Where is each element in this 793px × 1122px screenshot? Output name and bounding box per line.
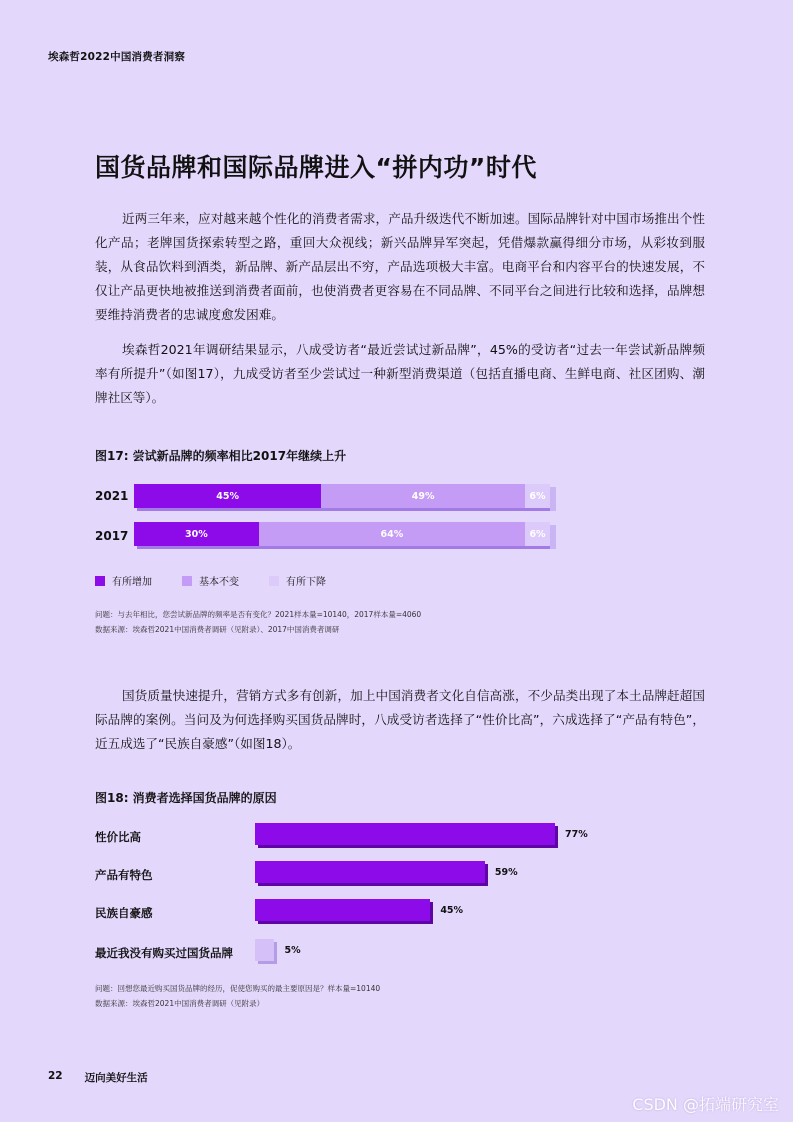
bar-data-label: 30%	[185, 528, 208, 540]
bar-product-feature	[255, 861, 485, 883]
legend-swatch	[182, 576, 192, 586]
chart-legend	[95, 573, 356, 588]
bar-data-label: 59%	[494, 867, 518, 878]
report-header: 埃森哲2022中国消费者洞察	[48, 51, 186, 63]
legend-item-same	[182, 573, 239, 588]
paragraph-3: 国货质量快速提升，营销方式多有创新，加上中国消费者文化自信高涨，不少品类出现了本土品牌赶超国际品牌的案例。当问及为何选择购买国货品牌时，八成受访者选择了“性价比高”，六成选择了“产品有特色”，近五成选了“民族自豪感”（如图18）。	[95, 688, 705, 751]
footer-section-title: 迈向美好生活	[84, 1072, 148, 1084]
bar-data-label: 45%	[216, 490, 239, 502]
legend-label: 有所下降	[286, 577, 326, 588]
figure-17-title: 图17: 尝试新品牌的频率相比2017年继续上升	[95, 449, 347, 463]
bar-segment-decrease-2021	[525, 484, 550, 508]
bar-data-label: 6%	[529, 490, 546, 502]
bar-category-label: 民族自豪感	[95, 906, 153, 920]
figure-18-question-note: 问题：回想您最近购买国货品牌的经历，促使您购买的最主要原因是？样本量=10140	[95, 984, 381, 993]
bar-national-pride	[255, 899, 430, 921]
bar-category-label: 性价比高	[95, 830, 141, 844]
figure-18-title: 图18: 消费者选择国货品牌的原因	[95, 791, 277, 805]
bar-category-label: 产品有特色	[95, 868, 153, 882]
watermark: CSDN @拓端研究室	[632, 1095, 779, 1114]
bar-category-label: 2021	[95, 489, 129, 503]
bar-segment-increase-2017	[134, 522, 259, 546]
page-title: 国货品牌和国际品牌进入“拼内功”时代	[95, 153, 537, 182]
page-footer	[48, 1070, 148, 1085]
legend-label: 有所增加	[112, 577, 152, 588]
stacked-bar-2021	[134, 484, 550, 508]
paragraph-2: 埃森哲2021年调研结果显示，八成受访者“最近尝试过新品牌”，45%的受访者“过去一年尝试新品牌频率有所提升”（如图17），九成受访者至少尝试过一种新型消费渠道（包括直播电商、生鲜电商、社区团购、潮牌社区等）。	[95, 342, 705, 405]
bar-category-label: 2017	[95, 529, 129, 543]
figure-18-source-note: 数据来源：埃森哲2021中国消费者调研（见附录）	[95, 999, 265, 1008]
bar-data-label: 77%	[565, 829, 588, 840]
figure-17-source-note: 数据来源：埃森哲2021中国消费者调研（见附录）、2017中国消费者调研	[95, 625, 340, 634]
legend-item-increase	[95, 573, 152, 588]
legend-swatch	[269, 576, 279, 586]
bar-segment-same-2021	[321, 484, 525, 508]
bar-no-recent-purchase	[255, 939, 274, 961]
bar-segment-same-2017	[259, 522, 525, 546]
legend-swatch	[95, 576, 105, 586]
paragraph-1: 近两三年来，应对越来越个性化的消费者需求，产品升级迭代不断加速。国际品牌针对中国市场推出个性化产品；老牌国货探索转型之路，重回大众视线；新兴品牌异军突起，凭借爆款赢得细分市场，从彩妆到服装，从食品饮料到酒类，新品牌、新产品层出不穷，产品选项极大丰富。电商平台和内容平台的快速发展，不仅让产品更快地被推送到消费者面前，也使消费者更容易在不同品牌、不同平台之间进行比较和选择，品牌想要维持消费者的忠诚度愈发困难。	[95, 211, 705, 322]
page-number: 22	[48, 1070, 63, 1082]
bar-price-value	[255, 823, 555, 845]
bar-data-label: 6%	[529, 528, 546, 540]
legend-label: 基本不变	[199, 577, 239, 588]
bar-segment-increase-2021	[134, 484, 321, 508]
legend-item-decrease	[269, 573, 326, 588]
bar-data-label: 64%	[380, 528, 404, 540]
stacked-bar-2017	[134, 522, 550, 546]
bar-data-label: 5%	[284, 945, 301, 956]
bar-segment-decrease-2017	[525, 522, 550, 546]
bar-category-label: 最近我没有购买过国货品牌	[95, 946, 233, 960]
bar-data-label: 45%	[440, 905, 464, 916]
bar-data-label: 49%	[411, 490, 435, 502]
figure-17-question-note: 问题：与去年相比，您尝试新品牌的频率是否有变化？2021样本量=10140，2017样本量=4060	[95, 610, 422, 619]
